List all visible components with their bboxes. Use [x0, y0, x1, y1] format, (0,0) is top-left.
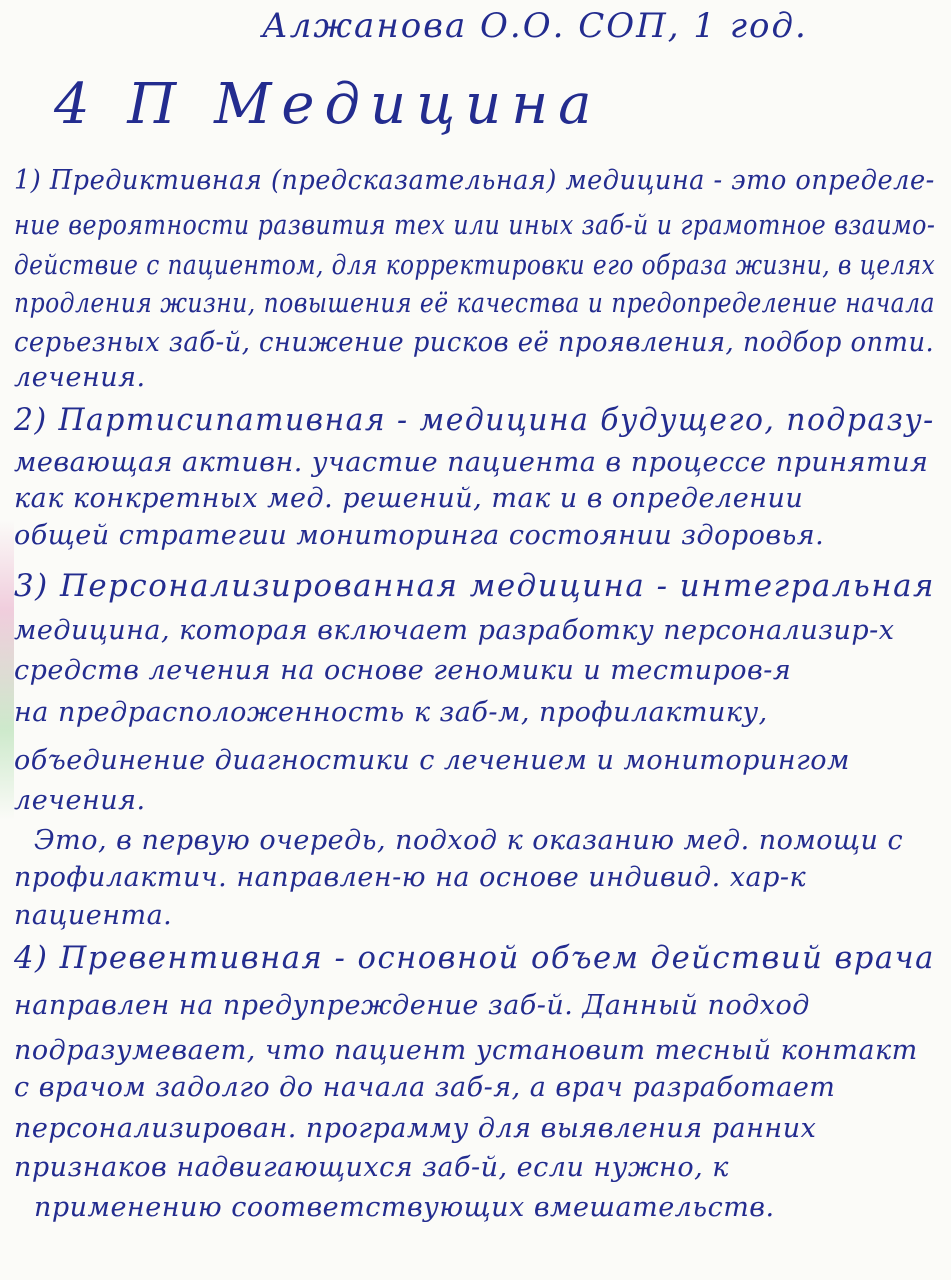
author-line: Алжанова О.О. СОП, 1 год.	[262, 6, 808, 46]
page-edge-tint	[0, 520, 14, 820]
paragraph-4-line-4: с врачом задолго до начала заб-я, а врач разработает	[14, 1072, 836, 1103]
paragraph-3-line-6: лечения.	[14, 785, 146, 816]
paragraph-4-line-7: применению соответствующих вмешательств.	[34, 1192, 775, 1223]
paragraph-3b-line-1: Это, в первую очередь, подход к оказанию мед. помощи с	[34, 825, 904, 856]
paragraph-4-line-1: 4) Превентивная - основной объем действий врача	[14, 940, 935, 976]
paragraph-1-line-1: 1) Предиктивная (предсказательная) медицина - это определе-	[14, 165, 935, 196]
paragraph-4-line-5: персонализирован. программу для выявления ранних	[14, 1113, 817, 1144]
paragraph-3-line-4: на предрасположенность к заб-м, профилактику,	[14, 697, 768, 728]
paragraph-4-line-2: направлен на предупреждение заб-й. Данный подход	[14, 990, 810, 1021]
paragraph-1-line-2: ние вероятности развития тех или иных заб-й и грамотное взаимо-	[14, 210, 936, 241]
paragraph-3-line-1: 3) Персонализированная медицина - интегральная	[14, 568, 935, 604]
paragraph-1-line-6: лечения.	[14, 362, 146, 393]
paragraph-3-line-5: объединение диагностики с лечением и мониторингом	[14, 745, 850, 776]
paragraph-2-line-2: мевающая активн. участие пациента в процессе принятия	[14, 447, 929, 478]
paragraph-1-line-5: серьезных заб-й, снижение рисков её проявления, подбор опти.	[14, 327, 935, 358]
page-title: 4 П Медицина	[54, 72, 602, 137]
paragraph-2-line-4: общей стратегии мониторинга состоянии здоровья.	[14, 520, 825, 551]
paragraph-3b-line-3: пациента.	[14, 900, 173, 931]
paragraph-2-line-3: как конкретных мед. решений, так и в определении	[14, 483, 804, 514]
paragraph-4-line-3: подразумевает, что пациент установит тесный контакт	[14, 1035, 918, 1066]
paragraph-3-line-3: средств лечения на основе геномики и тестиров-я	[14, 655, 792, 686]
paragraph-3b-line-2: профилактич. направлен-ю на основе индивид. хар-к	[14, 862, 807, 893]
paragraph-1-line-4: продления жизни, повышения её качества и предопределение начала	[14, 288, 935, 319]
paragraph-3-line-2: медицина, которая включает разработку персонализир-х	[14, 615, 895, 646]
paragraph-1-line-3: действие с пациентом, для корректировки его образа жизни, в целях	[14, 250, 936, 281]
paragraph-2-line-1: 2) Партисипативная - медицина будущего, подразу-	[14, 402, 935, 438]
paragraph-4-line-6: признаков надвигающихся заб-й, если нужно, к	[14, 1152, 729, 1183]
